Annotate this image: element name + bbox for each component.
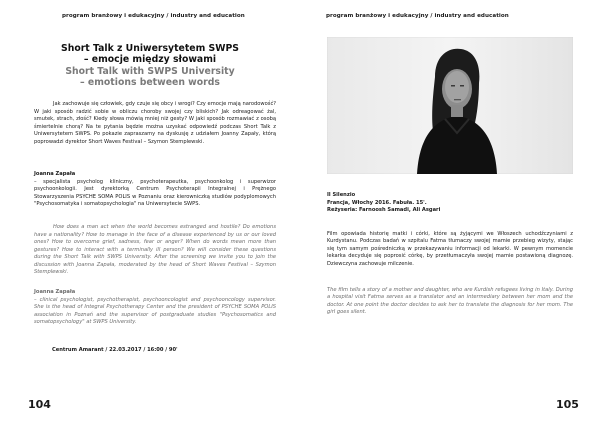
speaker-name-english: Joanna Zapała <box>34 289 76 295</box>
speaker-polish <box>34 171 276 209</box>
speaker-name-polish: Joanna Zapała <box>34 171 76 177</box>
running-head: program branżowy i edukacyjny / industry and education <box>326 13 509 19</box>
title-polish-line-2: – emocje między słowami <box>83 54 217 66</box>
page-number: 104 <box>28 398 51 411</box>
running-head: program branżowy i edukacyjny / industry and education <box>62 13 245 19</box>
section-title <box>30 43 270 88</box>
intro-polish <box>34 101 276 146</box>
intro-english-text: How does a man act when the world becomes estranged and hostile? Do emotions have a nationality? How to manage in the face of a disease experienced by us or our loved ones? How to overcome grief, sadness, fear or anger? When do words mean more than gestures? How to interact with a terminally ill person? We will consider these questions during the Short Talk with SWPS University. After the screening we invite you to join the discussion with Joanna Zapała, moderated by the head of Short Waves Festival – Szymon Stemplewski. <box>34 224 276 275</box>
intro-polish-text: Jak zachowuje się człowiek, gdy czuje się obcy i wrogi? Czy emocje mają narodowość? W jaki sposób radzić sobie w obliczu choroby swojej czy bliskich? Jak odreagować żal, smutek, strach, złość? Kiedy słowa mówią mniej niż gesty? W jaki sposób rozmawiać z osobą śmiertelnie chorą? Na te pytania będzie można uzyskać odpowiedź podczas Short Talk z Uniwersytetem SWPS. Po pokazie zapraszamy na dyskusję z udziałem Joanny Zapały, którą poprowadzi dyrektor Short Waves Festival – Szymon Stemplewski. <box>34 101 276 145</box>
intro-english <box>34 224 276 277</box>
title-polish-line-1: Short Talk z Uniwersytetem SWPS <box>61 43 239 54</box>
speaker-bio-polish: – specjalista psycholog kliniczny, psychoterapeutka, psychoonkolog i superwizor psychoonkologii. Jest dyrektorką Centrum Psychoterapii Integralnej i Prężnego Stowarzyszenia PSYCHE SOMA POLIS w Poznaniu oraz kierowniczką studiów podyplomowych "Psychosomatyka i somatopsychologia" na Uniwersytecie SWPS. <box>34 178 276 207</box>
film-directors: Reżyseria: Farnoosh Samadi, Ali Asgari <box>327 207 441 213</box>
venue-line: Centrum Amarant / 22.03.2017 / 16:00 / 90' <box>52 347 178 353</box>
right-page <box>300 0 600 425</box>
title-english-line-1: Short Talk with SWPS University <box>65 65 235 77</box>
speaker-english <box>34 289 276 327</box>
film-metadata <box>327 192 573 215</box>
synopsis-polish: Film opowiada historię matki i córki, które są żyjącymi we Włoszech uchodźczyniami z Kurdystanu. Podczas badań w szpitalu Fatma tłumaczy swojej mamie przebieg wizyty, stając się tym samym pośredniczką w przekazywaniu informacji od lekarki. W pewnym momencie lekarka decyduje się poprosić córkę, by przetłumaczyła swojej mamie postawioną diagnozę. Dziewczyna zachowuje milczenie. <box>327 231 573 267</box>
speaker-bio-english: – clinical psychologist, psychotherapist, psychooncologist and psychooncology supervisor. She is the head of Integral Psychotherapy Center and the president of PSYCHE SOMA POLIS association in Poznań and the supervisor of postgraduate studies "Psychosomatics and somatopsychology" at SWPS University. <box>34 296 276 325</box>
title-english-line-2: – emotions between words <box>80 76 220 88</box>
film-title: Il Silenzio <box>327 192 356 198</box>
synopsis-english: The film tells a story of a mother and daughter, who are Kurdish refugees living in Italy. During a hospital visit Fatma serves as a translator and an intermediary between her mom and the doctor. At one point the doctor decides to ask her to translate the diagnosis for her mom. The girl goes silent. <box>327 287 573 316</box>
page-number: 105 <box>556 398 579 411</box>
film-still <box>327 37 573 174</box>
film-info: Francja, Włochy 2016. Fabuła. 15'. <box>327 199 427 206</box>
